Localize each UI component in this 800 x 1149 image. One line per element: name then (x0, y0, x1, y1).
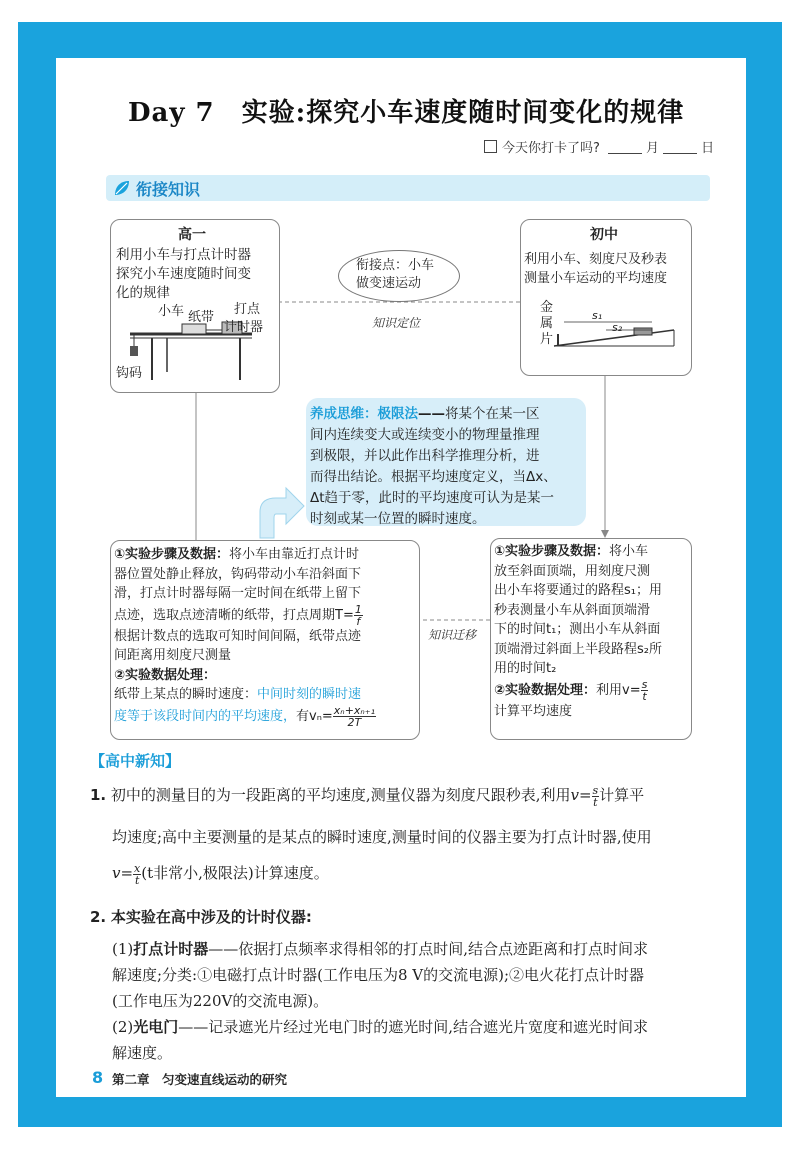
box-text-senior-one: 利用小车与打点计时器 探究小车速度随时间变 化的规律 (116, 247, 251, 301)
p1-line1: 1. 初中的测量目的为一段距离的平均速度,测量仪器为刻度尺跟秒表,利用v= $\frac{s}{t}$ 计算平 (90, 783, 645, 809)
section-label: 衔接知识 (136, 180, 201, 199)
label-timer2: 计时器 (224, 320, 264, 335)
page-number: 8 (92, 1068, 104, 1087)
thinking-text: 养成思维：极限法——将某个在某一区 间内连续变大或连续变小的物理量推理 到极限，并以此作出科学推理分析，进 而得出结论。根据平均速度定义，当Δx、 Δt趋于零，此时的平均速度可认为是某一 时刻或某一位置的瞬时速度。 (310, 406, 557, 527)
label-weight: 钩码 (116, 366, 143, 381)
junior-steps-text: ①实验步骤及数据：将小车 放至斜面顶端，用刻度尺测 出小车将要通过的路程s₁；用 秒表测量小车从斜面顶端滑 下的时间t₁；测出小车从斜面 顶端滑过斜面上半段路程s₂所 用的时间t₂ ②实验数据处理：利用v= $\frac{s}{t}$ 计算平均速度 (494, 544, 662, 719)
label-metal-2: 属 (540, 316, 554, 331)
label-timer: 打点 (234, 302, 261, 317)
p2-line4: (2)光电门——记录遮光片经过光电门时的遮光时间,结合遮光片宽度和遮光时间求 (112, 1018, 649, 1036)
label-tape: 纸带 (188, 310, 215, 325)
p2-line5: 解速度。 (112, 1044, 173, 1062)
box-title-senior-one: 高一 (178, 227, 206, 243)
month-label: 月 (646, 141, 660, 156)
day-label: 日 (701, 141, 715, 156)
chapter-title: 第二章 匀变速直线运动的研究 (112, 1072, 288, 1087)
new-knowledge-heading: 【高中新知】 (90, 752, 181, 770)
p2-line2: 解速度;分类:①电磁打点计时器(工作电压为8 V的交流电源);②电火花打点计时器 (112, 966, 645, 984)
p2-heading: 2. 本实验在高中涉及的计时仪器: (90, 908, 312, 926)
page-title: Day 7 实验:探究小车速度随时间变化的规律 (128, 98, 685, 128)
p1-line3: v= $\frac{x}{t}$ (t非常小,极限法)计算速度。 (112, 861, 329, 887)
label-s1: s₁ (592, 309, 603, 322)
checkin-prefix: 今天你打卡了吗? (502, 141, 600, 156)
label-metal-3: 片 (540, 332, 554, 347)
senior-steps-text: ①实验步骤及数据：将小车由靠近打点计时 器位置处静止释放，钩码带动小车沿斜面下 滑，打点计时器每隔一定时间在纸带上留下 点迹，选取点迹清晰的纸带，打点周期T= $\frac{1}{f}$ 根据计数点的选取可知时间间隔，纸带点迹 间距离用刻度尺测量 ②实验数据处理： 纸带上某点的瞬时速度：中间时刻的瞬时速 度等于该段时间内的平均速度，有vₙ= $\frac{\text{xₙ+xₙ₊₁}}{2T}$ (114, 547, 376, 729)
p2-line1: (1)打点计时器——依据打点频率求得相邻的打点时间,结合点迹距离和打点时间求 (112, 940, 649, 958)
box-title-junior: 初中 (590, 227, 618, 243)
p1-line2: 均速度;高中主要测量的是某点的瞬时速度,测量时间的仪器主要为打点计时器,使用 (112, 828, 652, 846)
p2-line3: (工作电压为220V的交流电源)。 (112, 992, 329, 1010)
connection-oval-text: 衔接点：小车 做变速运动 (356, 258, 435, 291)
label-metal-1: 金 (540, 300, 554, 315)
label-s2: s₂ (612, 321, 623, 334)
label-knowledge-transfer: 知识迁移 (428, 628, 477, 642)
box-text-junior: 利用小车、刻度尺及秒表 测量小车运动的平均速度 (524, 252, 668, 286)
label-knowledge-positioning: 知识定位 (372, 316, 421, 330)
label-car: 小车 (158, 304, 185, 319)
